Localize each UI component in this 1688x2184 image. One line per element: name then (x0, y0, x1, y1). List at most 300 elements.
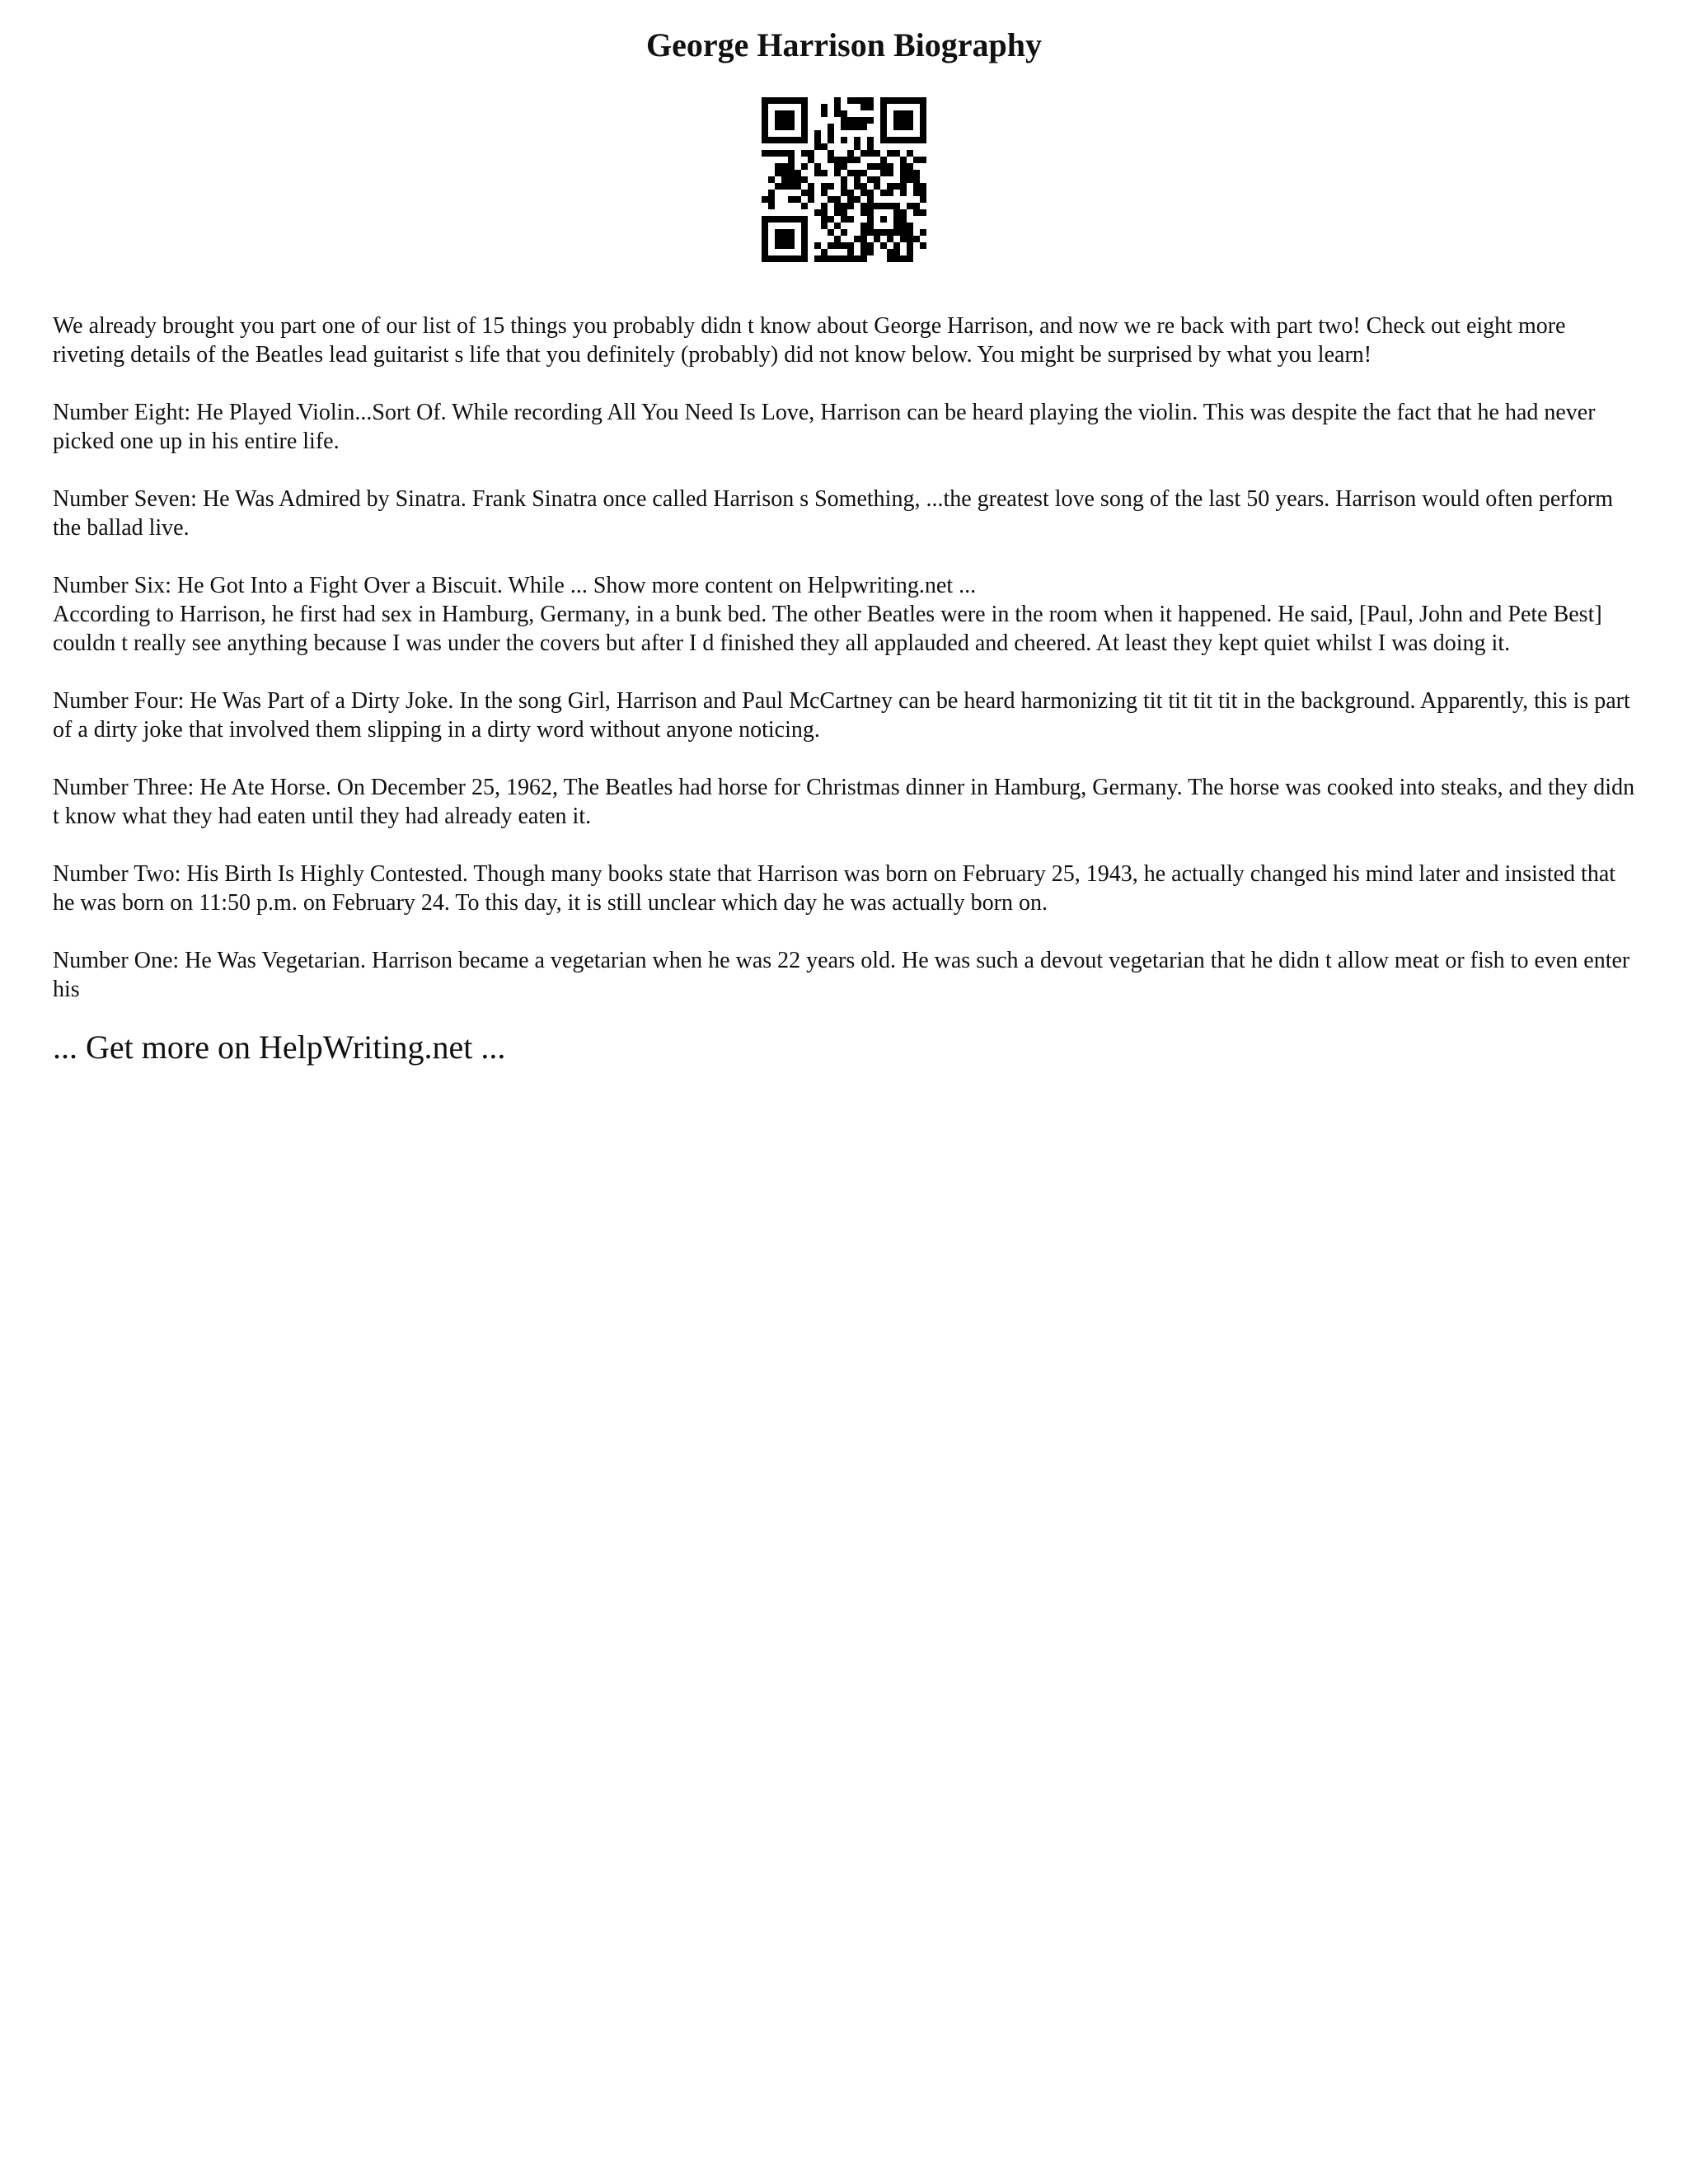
qr-module (887, 183, 893, 190)
qr-module (762, 150, 768, 157)
qr-module (801, 242, 808, 249)
qr-module (887, 190, 893, 196)
qr-module (860, 242, 867, 249)
qr-module (854, 117, 860, 124)
qr-module (880, 110, 887, 117)
qr-module (801, 223, 808, 229)
qr-module (828, 255, 834, 262)
qr-module (768, 97, 775, 104)
qr-module (788, 196, 795, 203)
qr-module (788, 176, 795, 183)
qr-module (887, 249, 893, 255)
qr-module (880, 117, 887, 124)
qr-module (788, 157, 795, 163)
fact-two-paragraph: Number Two: His Birth Is Highly Contested. Though many books state that Harrison was born on February 25, 1943, he actually changed his mind later and insisted that he was born on 11:50 p.m. on February 24. To this day, it is still unclear which day he was actually born on. (53, 861, 1616, 916)
intro-paragraph: We already brought you part one of our list of 15 things you probably didn t know about George Harrison, and now we re back with part two! Check out eight more riveting details of the Beatles lead guitarist s life that you definitely (probably) did not know below. You might be surprised by what you learn! (53, 313, 1566, 368)
get-more-link[interactable]: ... Get more on HelpWriting.net ... (53, 1029, 506, 1066)
qr-module (907, 223, 913, 229)
qr-module (841, 216, 847, 223)
qr-module (887, 236, 893, 242)
qr-module (860, 190, 867, 196)
qr-module (880, 216, 887, 223)
qr-module (841, 110, 847, 117)
qr-module (893, 183, 900, 190)
qr-module (874, 163, 880, 170)
qr-module (801, 203, 808, 209)
qr-module (801, 130, 808, 137)
qr-module (841, 137, 847, 143)
qr-module (821, 190, 828, 196)
qr-module (880, 190, 887, 196)
qr-module (920, 97, 926, 104)
qr-module (834, 157, 841, 163)
qr-module (847, 190, 854, 196)
qr-module (854, 255, 860, 262)
qr-module (847, 124, 854, 130)
qr-module (762, 110, 768, 117)
qr-module (801, 137, 808, 143)
qr-module (920, 183, 926, 190)
qr-module (821, 170, 828, 176)
qr-module (860, 203, 867, 209)
qr-module (867, 137, 874, 143)
qr-module (828, 216, 834, 223)
qr-module (920, 130, 926, 137)
qr-module (880, 104, 887, 110)
qr-module (788, 170, 795, 176)
qr-module (775, 170, 781, 176)
qr-module (781, 183, 788, 190)
qr-module (801, 117, 808, 124)
qr-module (854, 157, 860, 163)
qr-module (874, 150, 880, 157)
qr-module (762, 216, 768, 223)
qr-module (775, 163, 781, 170)
qr-module (880, 229, 887, 236)
qr-module (814, 143, 821, 150)
qr-module (867, 249, 874, 255)
qr-module (841, 255, 847, 262)
qr-module (788, 216, 795, 223)
qr-module (781, 255, 788, 262)
qr-module (907, 255, 913, 262)
qr-module (781, 110, 788, 117)
qr-module (788, 236, 795, 242)
qr-module (847, 216, 854, 223)
qr-module (893, 117, 900, 124)
qr-module (828, 150, 834, 157)
qr-module (854, 137, 860, 143)
qr-module (768, 190, 775, 196)
qr-module (907, 203, 913, 209)
qr-module (788, 229, 795, 236)
qr-module (900, 176, 907, 183)
qr-module (801, 124, 808, 130)
qr-module (900, 216, 907, 223)
qr-module (821, 216, 828, 223)
qr-module (867, 143, 874, 150)
qr-module (775, 150, 781, 157)
qr-module (893, 255, 900, 262)
qr-module (893, 209, 900, 216)
qr-module (893, 216, 900, 223)
qr-module (808, 196, 814, 203)
qr-module (893, 203, 900, 209)
qr-module (867, 203, 874, 209)
qr-module (795, 97, 801, 104)
qr-module (788, 110, 795, 117)
qr-module (887, 163, 893, 170)
qr-module (775, 137, 781, 143)
qr-module (801, 229, 808, 236)
qr-module (907, 176, 913, 183)
qr-module (775, 117, 781, 124)
qr-module (867, 190, 874, 196)
qr-module (801, 216, 808, 223)
qr-module (814, 255, 821, 262)
qr-module (841, 209, 847, 216)
qr-module (821, 209, 828, 216)
qr-module (900, 229, 907, 236)
qr-module (795, 176, 801, 183)
fact-eight-paragraph: Number Eight: He Played Violin...Sort Of. While recording All You Need Is Love, Harrison can be heard playing the violin. This was despite the fact that he had never picked one up in his entire life. (53, 400, 1596, 454)
qr-module (887, 137, 893, 143)
qr-module (781, 176, 788, 183)
qr-module (887, 229, 893, 236)
qr-module (788, 97, 795, 104)
qr-module (834, 242, 841, 249)
qr-module (847, 150, 854, 157)
qr-module (841, 117, 847, 124)
qr-module (834, 209, 841, 216)
qr-module (854, 124, 860, 130)
qr-module (801, 249, 808, 255)
qr-module (847, 255, 854, 262)
qr-module (814, 242, 821, 249)
qr-module (814, 137, 821, 143)
qr-module (801, 176, 808, 183)
qr-module (841, 190, 847, 196)
qr-module (808, 183, 814, 190)
qr-module (867, 104, 874, 110)
qr-module (821, 110, 828, 117)
qr-module (887, 97, 893, 104)
qr-module (808, 157, 814, 163)
qr-module (900, 137, 907, 143)
qr-module (781, 242, 788, 249)
qr-module (828, 124, 834, 130)
qr-module (867, 242, 874, 249)
qr-module (841, 176, 847, 183)
qr-module (900, 170, 907, 176)
qr-module (913, 203, 920, 209)
qr-module (920, 124, 926, 130)
qr-module (920, 229, 926, 236)
qr-module (821, 104, 828, 110)
qr-module (847, 117, 854, 124)
qr-module (847, 157, 854, 163)
qr-module (900, 209, 907, 216)
qr-module (821, 203, 828, 209)
qr-module (893, 124, 900, 130)
qr-module (834, 203, 841, 209)
qr-module (768, 203, 775, 209)
fact-four-paragraph: Number Four: He Was Part of a Dirty Joke. In the song Girl, Harrison and Paul McCartney can be heard harmonizing tit tit tit tit in the background. Apparently, this is part of a dirty joke that involved them slipping in a dirty word without anyone noticing. (53, 688, 1630, 743)
qr-module (920, 209, 926, 216)
qr-module (860, 170, 867, 176)
qr-module (775, 124, 781, 130)
qr-module (762, 255, 768, 262)
qr-module (874, 229, 880, 236)
qr-module (834, 110, 841, 117)
qr-module (867, 196, 874, 203)
qr-module (788, 124, 795, 130)
qr-module (762, 104, 768, 110)
fact-three-paragraph: Number Three: He Ate Horse. On December 25, 1962, The Beatles had horse for Christmas dinner in Hamburg, Germany. The horse was cooked into steaks, and they didn t know what they had eaten until they had already eaten it. (53, 775, 1635, 829)
qr-module (854, 170, 860, 176)
qr-module (860, 209, 867, 216)
qr-module (920, 117, 926, 124)
qr-module (907, 117, 913, 124)
qr-module (821, 223, 828, 229)
qr-module (880, 242, 887, 249)
qr-module (880, 163, 887, 170)
qr-module (834, 170, 841, 176)
qr-module (801, 236, 808, 242)
qr-module (781, 229, 788, 236)
qr-module (867, 117, 874, 124)
qr-module (900, 255, 907, 262)
qr-module (828, 196, 834, 203)
qr-module (768, 196, 775, 203)
qr-module (775, 183, 781, 190)
qr-module (900, 124, 907, 130)
qr-module (762, 97, 768, 104)
qr-module (867, 176, 874, 183)
qr-module (893, 137, 900, 143)
qr-module (900, 223, 907, 229)
qr-module (907, 150, 913, 157)
qr-module (808, 190, 814, 196)
qr-module (775, 97, 781, 104)
qr-module (860, 104, 867, 110)
qr-module (762, 229, 768, 236)
qr-module (781, 124, 788, 130)
qr-module (913, 97, 920, 104)
qr-module (828, 242, 834, 249)
qr-module (880, 124, 887, 130)
qr-module (808, 150, 814, 157)
qr-module (762, 130, 768, 137)
qr-module (874, 183, 880, 190)
qr-module (880, 203, 887, 209)
qr-module (880, 170, 887, 176)
qr-module (762, 236, 768, 242)
qr-module (900, 110, 907, 117)
qr-module (801, 190, 808, 196)
qr-module (768, 150, 775, 157)
qr-module (834, 97, 841, 104)
qr-module (893, 249, 900, 255)
qr-module (847, 196, 854, 203)
qr-module (854, 183, 860, 190)
qr-module (893, 242, 900, 249)
qr-module (920, 190, 926, 196)
qr-module (795, 183, 801, 190)
qr-module (821, 183, 828, 190)
qr-module (795, 255, 801, 262)
qr-module (847, 249, 854, 255)
qr-module (860, 183, 867, 190)
qr-module (913, 209, 920, 216)
qr-module (900, 163, 907, 170)
qr-module (860, 229, 867, 236)
qr-module (834, 196, 841, 203)
qr-module (781, 216, 788, 223)
qr-module (893, 229, 900, 236)
qr-module (834, 163, 841, 170)
qr-module (900, 190, 907, 196)
qr-module (788, 242, 795, 249)
qr-module (880, 157, 887, 163)
qr-module (880, 130, 887, 137)
qr-module (860, 124, 867, 130)
qr-module (814, 163, 821, 170)
qr-module (814, 209, 821, 216)
qr-module (814, 170, 821, 176)
qr-module (781, 236, 788, 242)
qr-module (762, 137, 768, 143)
qr-module (874, 176, 880, 183)
qr-module (821, 249, 828, 255)
qr-module (834, 223, 841, 229)
qr-module (893, 110, 900, 117)
qr-module (860, 255, 867, 262)
qr-module (874, 203, 880, 209)
qr-module (775, 255, 781, 262)
qr-module (801, 104, 808, 110)
qr-module (821, 143, 828, 150)
qr-module (768, 255, 775, 262)
qr-module (920, 242, 926, 249)
qr-module (801, 255, 808, 262)
document-page (53, 0, 1635, 1068)
qr-module (854, 236, 860, 242)
qr-module (907, 229, 913, 236)
qr-module (907, 97, 913, 104)
fact-one-paragraph: Number One: He Was Vegetarian. Harrison became a vegetarian when he was 22 years old. He was such a devout vegetarian that he didn t allow meat or fish to even enter his (53, 948, 1630, 1002)
qr-module (841, 203, 847, 209)
qr-module (900, 97, 907, 104)
qr-module (913, 190, 920, 196)
qr-module (867, 97, 874, 104)
qr-module (828, 183, 834, 190)
qr-module (762, 117, 768, 124)
qr-module (860, 249, 867, 255)
qr-module (768, 216, 775, 223)
qr-module (907, 236, 913, 242)
qr-module (834, 236, 841, 242)
qr-module (781, 170, 788, 176)
qr-module (860, 117, 867, 124)
qr-module (887, 170, 893, 176)
qr-module (874, 236, 880, 242)
qr-module (841, 157, 847, 163)
qr-module (867, 229, 874, 236)
qr-module (907, 124, 913, 130)
qr-module (768, 176, 775, 183)
qr-module (900, 117, 907, 124)
qr-module (795, 137, 801, 143)
qr-module (847, 203, 854, 209)
qr-module (847, 170, 854, 176)
qr-module (887, 150, 893, 157)
qr-module (907, 170, 913, 176)
qr-module (775, 229, 781, 236)
qr-module (854, 196, 860, 203)
qr-module (762, 223, 768, 229)
qr-module (828, 130, 834, 137)
qr-module (788, 163, 795, 170)
qr-module (907, 110, 913, 117)
qr-module (841, 163, 847, 170)
qr-module (781, 137, 788, 143)
qr-module (907, 242, 913, 249)
qr-module (762, 124, 768, 130)
qr-module (834, 104, 841, 110)
fact-five-paragraph: According to Harrison, he first had sex in Hamburg, Germany, in a bunk bed. The other Beatles were in the room when it happened. He said, [Paul, John and Pete Best] couldn t really see anything because I was under the covers but after I d finished they all applauded and cheered. At least they kept quiet whilst I was doing it. (53, 602, 1602, 656)
qr-module (762, 242, 768, 249)
qr-module (867, 150, 874, 157)
qr-module (775, 216, 781, 223)
qr-module (893, 150, 900, 157)
qr-module (900, 157, 907, 163)
qr-module (907, 249, 913, 255)
qr-module (920, 104, 926, 110)
qr-module (781, 163, 788, 170)
qr-module (887, 255, 893, 262)
qr-module (854, 176, 860, 183)
qr-module (814, 130, 821, 137)
qr-module (788, 150, 795, 157)
qr-module (795, 216, 801, 223)
qr-module (860, 236, 867, 242)
qr-module (913, 157, 920, 163)
qr-module (841, 242, 847, 249)
qr-module (920, 196, 926, 203)
fact-seven-paragraph: Number Seven: He Was Admired by Sinatra. Frank Sinatra once called Harrison s Something, ...the greatest love song of the last 50 years. Harrison would often perform the ballad live. (53, 486, 1613, 541)
qr-module (893, 223, 900, 229)
qr-module (907, 163, 913, 170)
qr-module (847, 242, 854, 249)
qr-module (900, 236, 907, 242)
qr-module (880, 137, 887, 143)
qr-module (913, 236, 920, 242)
page-title: George Harrison Biography (646, 26, 1042, 63)
qr-module (867, 209, 874, 216)
qr-module (781, 150, 788, 157)
qr-module (854, 97, 860, 104)
qr-module (788, 137, 795, 143)
qr-module (893, 97, 900, 104)
qr-module (900, 183, 907, 190)
fact-six-paragraph: Number Six: He Got Into a Fight Over a Biscuit. While ... Show more content on Helpwriting.net ... (53, 573, 977, 598)
qr-module (762, 196, 768, 203)
qr-module (788, 255, 795, 262)
qr-module (795, 170, 801, 176)
qr-module (913, 170, 920, 176)
qr-module (762, 249, 768, 255)
